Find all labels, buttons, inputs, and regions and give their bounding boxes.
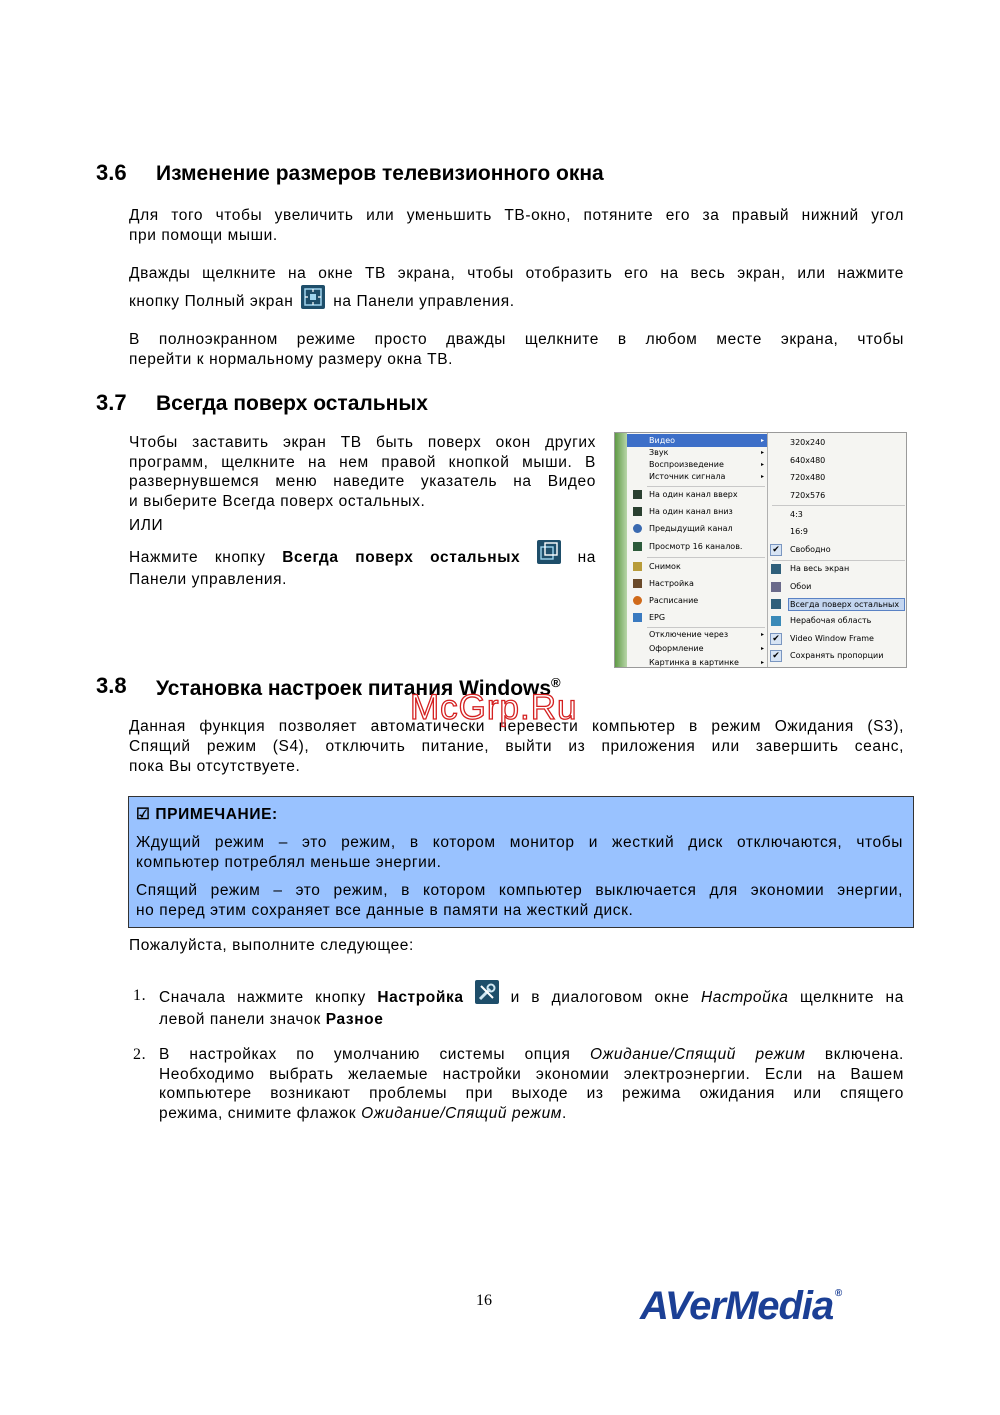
- section-3-6-heading: [96, 160, 796, 190]
- always-on-top-icon: [537, 540, 561, 564]
- check-icon: ✔: [770, 650, 782, 662]
- paragraph: Нажмите кнопку Всегда поверх остальных на Панели управления.: [129, 546, 596, 590]
- menu-item-prev-channel[interactable]: Предыдущий канал: [627, 522, 767, 535]
- submenu-item-16-9[interactable]: 16:9: [790, 527, 808, 536]
- fullscreen-icon: [771, 564, 781, 574]
- paragraph: Дважды щелкните на окне ТВ экрана, чтобы отобразить его на весь экран, или нажмите кнопку Полный экран на Панели управления.: [129, 265, 904, 311]
- step-1: Сначала нажмите кнопку Настройка и в диалоговом окне Настройка щелкните на левой панели значок Разное: [159, 986, 904, 1030]
- instruction-intro: Пожалуйста, выполните следующее:: [129, 937, 414, 954]
- menu-side-strip: [615, 433, 627, 667]
- note-paragraph: Ждущий режим – это режим, в котором монитор и жесткий диск отключаются, чтобы компьютер потреблял меньше энергии.: [136, 834, 903, 871]
- section-3-7-heading: [96, 390, 596, 420]
- note-box: [128, 796, 914, 928]
- menu-item-settings[interactable]: Настройка: [627, 577, 767, 590]
- fullscreen-icon: [301, 285, 325, 309]
- main-menu: [627, 433, 767, 667]
- tools-icon: [633, 579, 642, 588]
- submenu-item-wallpaper[interactable]: Обои: [768, 580, 907, 594]
- menu-item-skin[interactable]: Оформление ▸: [649, 644, 764, 653]
- submenu-item-fullscreen[interactable]: На весь экран: [768, 562, 907, 576]
- menu-item-source[interactable]: Источник сигнала ▸: [649, 472, 764, 481]
- menu-item-video[interactable]: Видео ▸: [627, 434, 767, 447]
- desktop-area-icon: [771, 616, 781, 626]
- section-number: 3.8: [96, 673, 127, 698]
- submenu-item-desktop-area[interactable]: Нерабочая область: [768, 614, 907, 628]
- submenu-item-720x480[interactable]: 720x480: [790, 473, 826, 482]
- registered-mark: ®: [551, 675, 561, 690]
- submenu-item-always-on-top[interactable]: Всегда поверх остальных: [768, 597, 907, 611]
- section-number: 3.6: [96, 160, 127, 185]
- menu-item-shutdown-timer[interactable]: Отключение через ▸: [649, 630, 764, 639]
- section-number: 3.7: [96, 390, 127, 415]
- step-number: 1.: [133, 987, 147, 1004]
- menu-item-epg[interactable]: EPG: [627, 611, 767, 624]
- section-title: Изменение размеров телевизионного окна: [156, 162, 604, 185]
- paragraph: Данная функция позволяет автоматически перевести компьютер в режим Ожидания (S3), Спящий режим (S4), отключить питание, выйти из приложения или завершить сеанс, пока Вы отсутствуете.: [129, 718, 904, 775]
- section-title: Всегда поверх остальных: [156, 392, 428, 415]
- menu-item-sound[interactable]: Звук ▸: [649, 448, 764, 457]
- submenu-item-window-frame[interactable]: ✔ Video Window Frame: [768, 632, 907, 646]
- submenu-item-720x576[interactable]: 720x576: [790, 491, 826, 500]
- submenu-item-4-3[interactable]: 4:3: [790, 510, 803, 519]
- menu-item-pip[interactable]: Картинка в картинке ▸: [649, 658, 764, 667]
- menu-item-playback[interactable]: Воспроизведение ▸: [649, 460, 764, 469]
- submenu-item-free[interactable]: ✔ Свободно: [768, 543, 907, 557]
- step-2: В настройках по умолчанию системы опция Ожидание/Спящий режим включена. Необходимо выбрать желаемые настройки экономии электроэнергии. Если на Вашем компьютере возникают проблемы при выходе из режима ожидания или спящего режима, снимите флажок Ожидание/Спящий режим.: [159, 1046, 904, 1122]
- clock-icon: [633, 596, 642, 605]
- channel-up-icon: [633, 490, 642, 499]
- section-3-8-heading: [96, 673, 696, 703]
- paragraph: Чтобы заставить экран ТВ быть поверх окон других программ, щелкните на нем правой кнопкой мыши. В развернувшемся меню наведите указатель на Видео и выберите Всегда поверх остальных.: [129, 434, 596, 510]
- submenu-item-keep-aspect[interactable]: ✔ Сохранять пропорции: [768, 649, 907, 663]
- submenu-item-640x480[interactable]: 640x480: [790, 456, 826, 465]
- prev-channel-icon: [633, 524, 642, 533]
- menu-item-schedule[interactable]: Расписание: [627, 594, 767, 607]
- menu-item-preview-16[interactable]: Просмотр 16 каналов.: [627, 540, 767, 553]
- grid-icon: [633, 542, 642, 551]
- or-label: ИЛИ: [129, 517, 164, 534]
- always-on-top-icon: [771, 599, 781, 609]
- paragraph: Для того чтобы увеличить или уменьшить ТВ-окно, потяните его за правый нижний угол при помощи мыши.: [129, 207, 904, 244]
- watermark: McGrp.Ru: [410, 688, 578, 727]
- menu-item-channel-down[interactable]: На один канал вниз: [627, 505, 767, 518]
- context-menu-screenshot: [614, 432, 907, 668]
- page-number: 16: [476, 1292, 492, 1309]
- epg-icon: [633, 613, 642, 622]
- camera-icon: [633, 562, 642, 571]
- menu-item-snapshot[interactable]: Снимок: [627, 560, 767, 573]
- note-paragraph: Спящий режим – это режим, в котором компьютер выключается для экономии энергии, но перед этим сохраняет все данные в памяти на жесткий диск.: [136, 882, 903, 919]
- check-icon: ✔: [770, 633, 782, 645]
- submenu-item-320x240[interactable]: 320x240: [790, 438, 826, 447]
- channel-down-icon: [633, 507, 642, 516]
- settings-tools-icon: [475, 980, 499, 1004]
- menu-item-channel-up[interactable]: На один канал вверх: [627, 488, 767, 501]
- avermedia-logo: AVerMedia ®: [640, 1284, 842, 1328]
- paragraph: В полноэкранном режиме просто дважды щелкните в любом месте экрана, чтобы перейти к нормальному размеру окна ТВ.: [129, 331, 904, 368]
- video-submenu: [767, 433, 907, 667]
- wallpaper-icon: [771, 582, 781, 592]
- section-title: Установка настроек питания Windows®: [156, 675, 561, 700]
- step-number: 2.: [133, 1046, 147, 1063]
- note-title: ☑ ПРИМЕЧАНИЕ:: [136, 806, 278, 823]
- check-icon: ✔: [770, 544, 782, 556]
